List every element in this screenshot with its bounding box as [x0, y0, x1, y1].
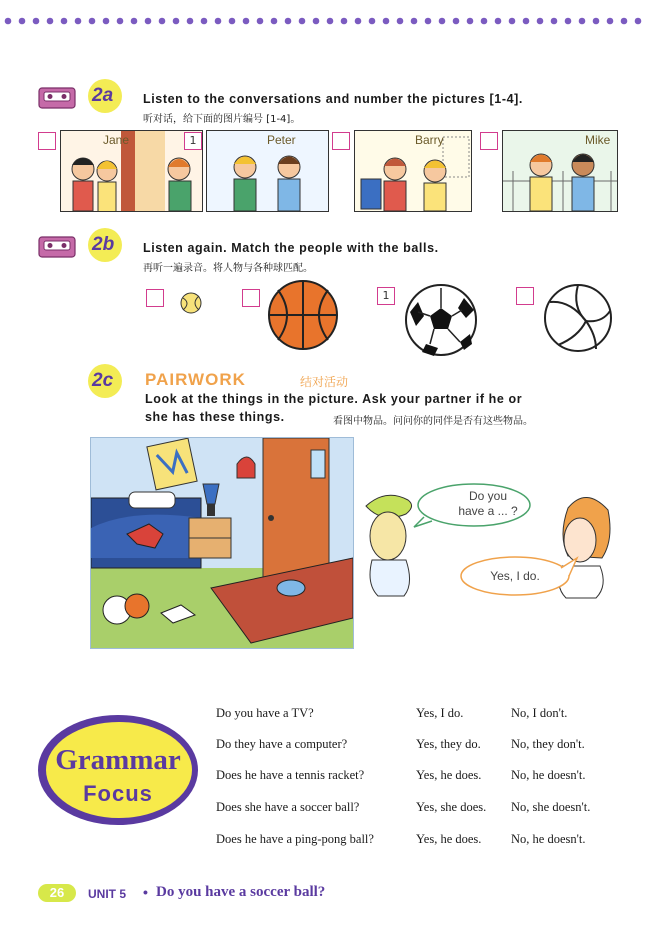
gf-question-3: Does he have a tennis racket? — [216, 768, 365, 782]
section-2b-instruction-zh: 再听一遍录音。将人物与各种球匹配。 — [143, 263, 313, 274]
footer-unit: UNIT 5 — [88, 887, 127, 901]
footer-unit-title: Do you have a soccer ball? — [156, 884, 326, 900]
gf-yes-1: Yes, I do. — [416, 706, 464, 720]
picture-name-mike: Mike — [585, 133, 611, 147]
section-2a-label: 2a — [92, 85, 114, 106]
ball-2-number-box[interactable] — [242, 289, 260, 307]
section-2a-instruction-zh: 听对话，给下面的图片编号 [1-4]。 — [143, 114, 301, 125]
gf-no-4: No, she doesn't. — [511, 800, 591, 814]
picture-1-number-box[interactable] — [38, 132, 56, 150]
gf-yes-4: Yes, she does. — [416, 800, 487, 814]
kids-at-door-illustration — [61, 131, 203, 212]
section-2b-label: 2b — [92, 234, 115, 255]
section-2c-instruction-line1: Look at the things in the picture. Ask your partner if he or — [145, 392, 523, 406]
soccer-ball-icon — [402, 282, 480, 358]
page-number: 26 — [49, 885, 65, 900]
question-bubble-line2: have a ... ? — [458, 504, 518, 518]
cassette-tape-icon — [38, 87, 76, 109]
gf-yes-5: Yes, he does. — [416, 832, 482, 846]
section-2a-instruction: Listen to the conversations and number the pictures [1-4]. — [143, 92, 523, 106]
gf-no-1: No, I don't. — [511, 706, 568, 720]
gf-question-5: Does he have a ping-pong ball? — [216, 832, 374, 846]
picture-barry — [354, 130, 472, 212]
picture-mike — [502, 130, 618, 212]
tennis-ball-icon — [178, 290, 204, 316]
question-bubble-line1: Do you — [468, 489, 508, 503]
pairwork-heading-zh: 结对活动 — [300, 375, 349, 389]
volleyball-icon — [542, 282, 614, 354]
grammar-focus-title: Grammar — [55, 744, 181, 776]
picture-peter — [206, 130, 329, 212]
gf-no-2: No, they don't. — [511, 737, 585, 751]
footer-bullet: • — [143, 884, 148, 900]
boys-with-net-illustration — [355, 131, 472, 212]
gf-question-4: Does she have a soccer ball? — [216, 800, 360, 814]
basketball-icon — [266, 278, 340, 352]
bedroom-illustration — [90, 437, 354, 649]
picture-3-number-box[interactable] — [332, 132, 350, 150]
section-2c-label: 2c — [92, 370, 114, 391]
picture-name-jane: Jane — [103, 133, 130, 147]
section-2b-instruction: Listen again. Match the people with the balls. — [143, 241, 439, 255]
grammar-focus-subtitle: Focus — [83, 781, 153, 806]
picture-4-number-box[interactable] — [480, 132, 498, 150]
picture-jane — [60, 130, 203, 212]
gf-yes-3: Yes, he does. — [416, 768, 482, 782]
pairwork-heading: PAIRWORK — [145, 370, 246, 389]
gf-yes-2: Yes, they do. — [416, 737, 481, 751]
ball-3-number-box[interactable]: 1 — [377, 287, 395, 305]
picture-name-barry: Barry — [415, 133, 444, 147]
ball-1-number-box[interactable] — [146, 289, 164, 307]
cassette-tape-icon — [38, 236, 76, 258]
gf-question-1: Do you have a TV? — [216, 706, 314, 720]
top-dotted-border — [0, 14, 650, 28]
section-2c-instruction-zh: 看图中物品。问问你的同伴是否有这些物品。 — [333, 416, 533, 427]
gf-no-5: No, he doesn't. — [511, 832, 586, 846]
section-2c-instruction-line2: she has these things. — [145, 410, 285, 424]
picture-name-peter: Peter — [267, 133, 296, 147]
ball-4-number-box[interactable] — [516, 287, 534, 305]
bedroom-scene — [91, 438, 353, 648]
question-bubble-text — [440, 489, 536, 519]
answer-bubble-text: Yes, I do. — [490, 569, 540, 583]
gf-question-2: Do they have a computer? — [216, 737, 348, 751]
picture-2-number-box[interactable]: 1 — [184, 132, 202, 150]
gf-no-3: No, he doesn't. — [511, 768, 586, 782]
